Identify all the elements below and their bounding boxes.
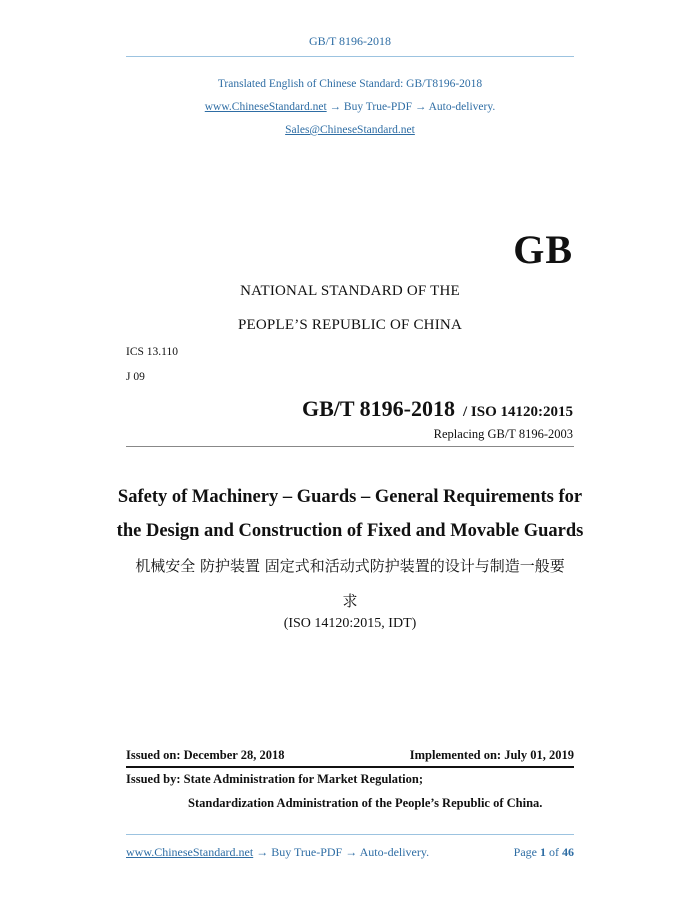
title-cn-line1: 机械安全 防护装置 固定式和活动式防护装置的设计与制造一般要 xyxy=(135,557,565,575)
purchase-line xyxy=(0,101,700,113)
issued-by-line1: Issued by: State Administration for Market Regulation; xyxy=(126,772,423,786)
title-cn-line2: 求 xyxy=(342,592,358,610)
issue-dates xyxy=(126,748,574,763)
footer-buy-text: → Buy True-PDF → Auto-delivery. xyxy=(256,845,430,859)
page-of: of xyxy=(549,845,559,859)
page-word: Page xyxy=(513,845,537,859)
replacing-note: Replacing GB/T 8196-2003 xyxy=(433,427,573,441)
issue-divider xyxy=(126,766,574,768)
issued-by-line2: Standardization Administration of the People’s Republic of China. xyxy=(188,796,543,810)
adoption-note: (ISO 14120:2015, IDT) xyxy=(283,616,417,631)
footer-divider xyxy=(126,834,574,835)
footer-site-link[interactable]: www.ChineseStandard.net xyxy=(126,845,254,859)
header-divider xyxy=(126,56,574,57)
national-standard-line2: PEOPLE’S REPUBLIC OF CHINA xyxy=(238,317,462,333)
translation-note: Translated English of Chinese Standard: GB/T8196-2018 xyxy=(217,78,483,90)
header-doc-code: GB/T 8196-2018 xyxy=(308,34,392,48)
site-link[interactable]: www.ChineseStandard.net xyxy=(204,101,327,113)
email-link[interactable]: Sales@ChineseStandard.net xyxy=(285,124,415,136)
title-en-line1: Safety of Machinery – Guards – General Requirements for xyxy=(117,487,583,507)
page-total: 46 xyxy=(562,845,574,859)
page-number xyxy=(514,845,574,860)
title-en-line2: the Design and Construction of Fixed and Movable Guards xyxy=(116,521,584,541)
standard-code-line xyxy=(302,396,573,422)
gb-logo: GB xyxy=(513,227,573,272)
standard-code: GB/T 8196-2018 xyxy=(301,396,455,421)
ics-code: ICS 13.110 xyxy=(126,346,178,358)
buy-text: → Buy True-PDF → Auto-delivery. xyxy=(329,101,496,113)
implemented-on: Implemented on: July 01, 2019 xyxy=(409,748,574,762)
page-current: 1 xyxy=(540,845,546,859)
footer xyxy=(126,845,574,860)
code-divider xyxy=(126,446,574,447)
national-standard-line1: NATIONAL STANDARD OF THE xyxy=(240,283,460,299)
iso-equivalent: / ISO 14120:2015 xyxy=(462,404,573,420)
email-line xyxy=(0,124,700,136)
issued-on: Issued on: December 28, 2018 xyxy=(126,748,285,762)
ccs-code: J 09 xyxy=(126,371,145,383)
